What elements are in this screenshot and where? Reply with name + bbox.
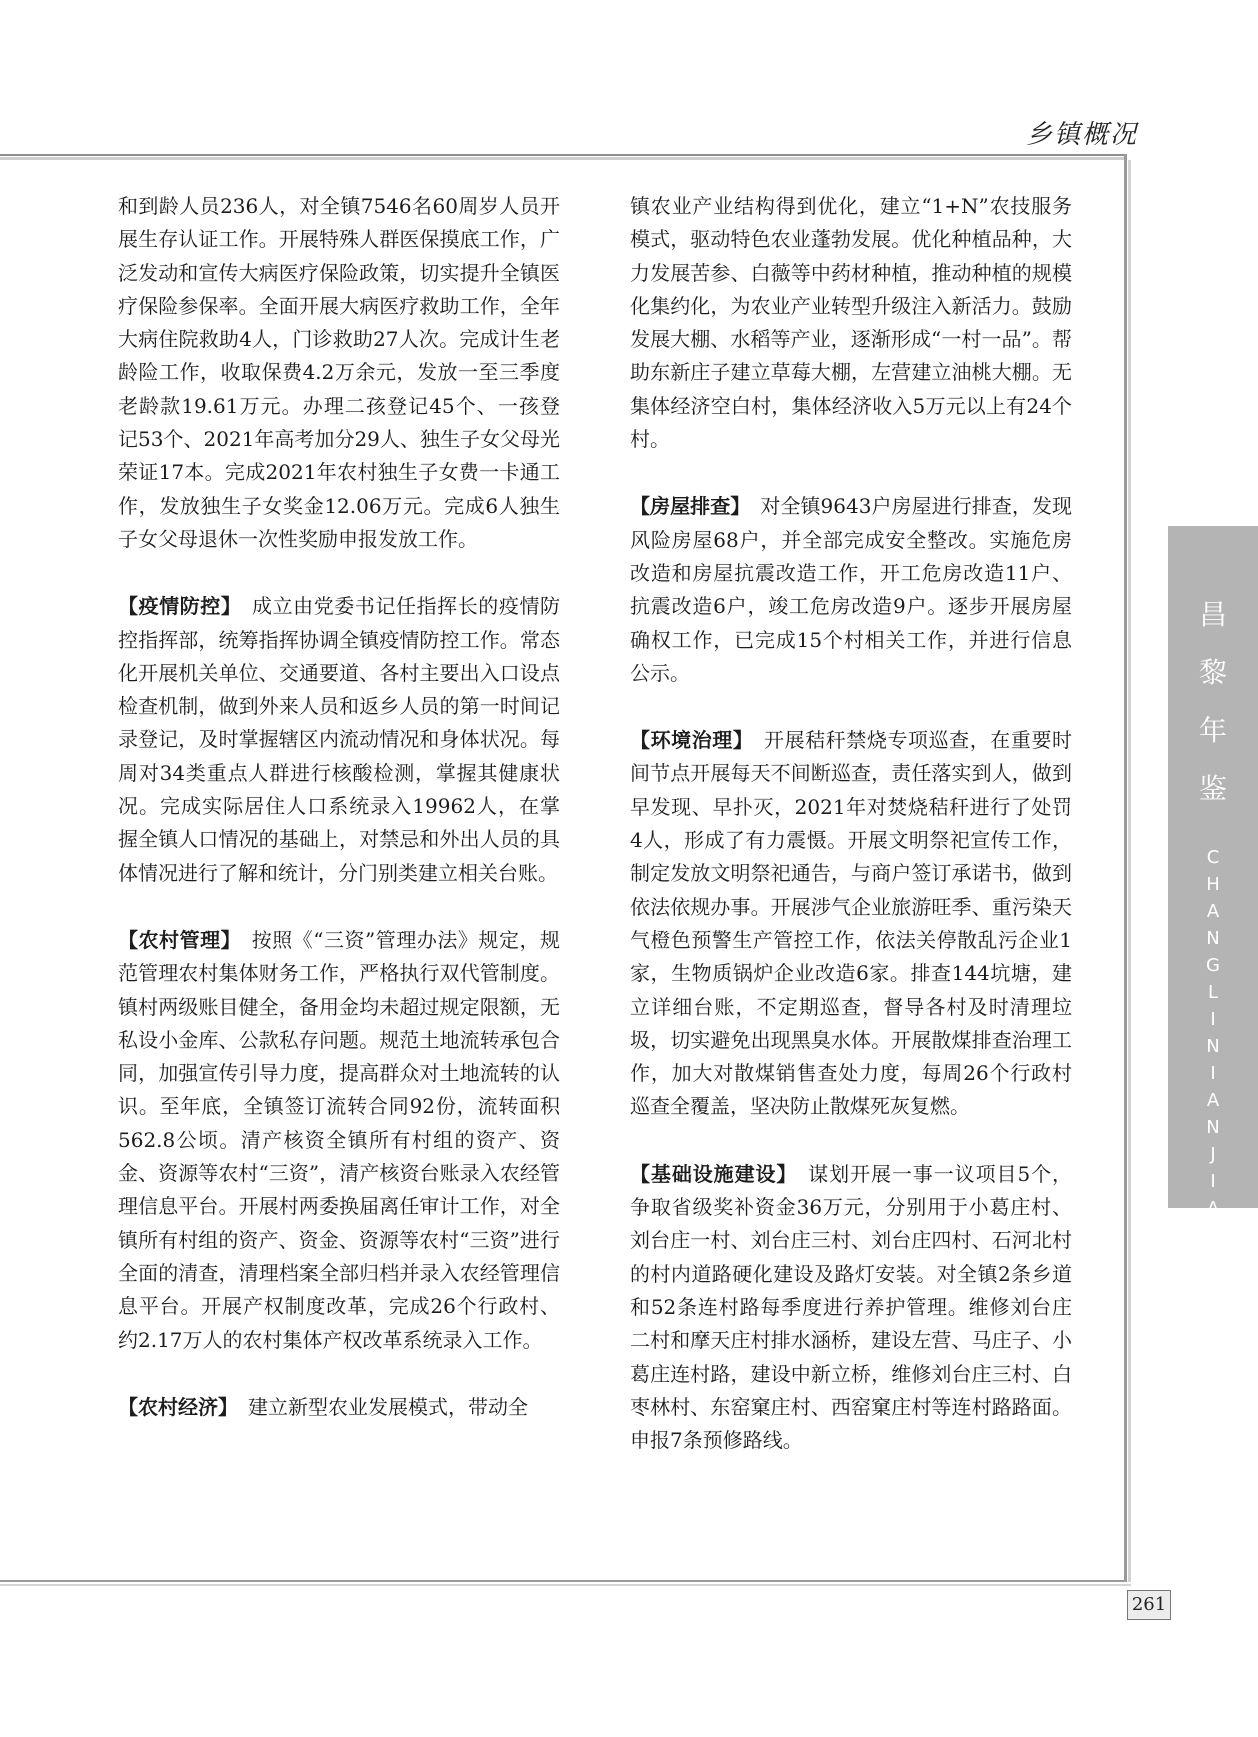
side-latin-letter: I xyxy=(1210,1009,1216,1030)
right-section-housing xyxy=(630,490,1072,690)
side-latin-letter: I xyxy=(1210,1063,1216,1084)
section-body-environment: 开展秸秆禁烧专项巡查，在重要时间节点开展每天不间断巡查，责任落实到人，做到早发现、早扑灭，2021年对焚烧秸秆进行了处罚4人，形成了有力震慑。开展文明祭祀宣传工作，制定发放文明祭祀通告，与商户签订承诺书，做到依法依规办事。开展涉气企业旅游旺季、重污染天气橙色预警生产管控工作，依法关停散乱污企业1家，生物质锅炉企业改造6家。排查144坑塘，建立详细台账，不定期巡查，督导各村及时清理垃圾，切实避免出现黑臭水体。开展散煤排查治理工作，加大对散煤销售查处力度，每周26个行政村巡查全覆盖，坚决防止散煤死灰复燃。 xyxy=(630,728,1073,1119)
side-latin-letter: N xyxy=(1206,928,1220,949)
side-char: 黎 xyxy=(1198,656,1227,689)
side-latin-letter: G xyxy=(1206,955,1220,976)
section-header-title: 乡镇概况 xyxy=(1025,120,1138,150)
section-title-environment: 【环境治理】 xyxy=(630,728,744,753)
side-latin-letter: A xyxy=(1206,1090,1220,1111)
left-column xyxy=(118,190,560,1424)
side-tab-latin-title xyxy=(1168,844,1258,1249)
side-latin-letter: L xyxy=(1207,982,1219,1003)
left-intro-paragraph: 和到龄人员236人，对全镇7546名60周岁人员开展生存认证工作。开展特殊人群医保摸底工作，广泛发动和宣传大病医疗保险政策，切实提升全镇医疗保险参保率。全面开展大病医疗救助工作，全年大病住院救助4人，门诊救助27人次。完成计生老龄险工作，收取保费4.2万余元，发放一至三季度老龄款19.61万元。办理二孩登记45个、一孩登记53个、2021年高考加分29人、独生子女父母光荣证17本。完成2021年农村独生子女费一卡通工作，发放独生子女奖金12.06万元。完成6人独生子女父母退休一次性奖励申报发放工作。 xyxy=(118,194,560,551)
section-title-rural-economy: 【农村经济】 xyxy=(118,1394,228,1419)
right-section-infrastructure xyxy=(630,1158,1072,1458)
page-number: 261 xyxy=(1127,1590,1171,1620)
side-latin-letter: I xyxy=(1210,1171,1216,1192)
right-column xyxy=(630,190,1072,1457)
side-latin-letter: A xyxy=(1206,901,1220,922)
side-latin-letter: N xyxy=(1206,1117,1220,1138)
left-section-rural-management xyxy=(118,924,560,1357)
side-char: 昌 xyxy=(1198,598,1227,631)
side-char: 年 xyxy=(1198,714,1227,747)
side-latin-letter: J xyxy=(1210,1144,1216,1165)
section-title-housing: 【房屋排查】 xyxy=(630,494,741,519)
frame-top-rule xyxy=(0,154,1126,156)
left-section-rural-economy xyxy=(118,1391,560,1424)
side-latin-letter: C xyxy=(1206,847,1220,868)
side-char: 鉴 xyxy=(1198,772,1227,805)
right-intro-paragraph: 镇农业产业结构得到优化，建立“1+N”农技服务模式，驱动特色农业蓬勃发展。优化种植品种，大力发展苦参、白薇等中药材种植，推动种植的规模化集约化，为农业产业转型升级注入新活力。鼓励发展大棚、水稻等产业，逐渐形成“一村一品”。帮助东新庄子建立草莓大棚，左营建立油桃大棚。无集体经济空白村，集体经济收入5万元以上有24个村。 xyxy=(630,194,1072,452)
section-body-rural-management: 按照《“三资”管理办法》规定，规范管理农村集体财务工作，严格执行双代管制度。镇村两级账目健全，备用金均未超过规定限额，无私设小金库、公款私存问题。规范土地流转承包合同，加强宣传引导力度，提高群众对土地流转的认识。至年底，全镇签订流转合同92份，流转面积562.8公顷。清产核资全镇所有村组的资产、资金、资源等农村“三资”，清产核资台账录入农经管理信息平台。开展村两委换届离任审计工作，对全镇所有村组的资产、资金、资源等农村“三资”进行全面的清查，清理档案全部归档并录入农经管理信息平台。开展产权制度改革，完成26个行政村、约2.17万人的农村集体产权改革系统录入工作。 xyxy=(118,927,561,1352)
section-body-infrastructure: 谋划开展一事一议项目5个，争取省级奖补资金36万元，分别用于小葛庄村、刘台庄一村、刘台庄三村、刘台庄四村、石河北村的村内道路硬化建设及路灯安装。对全镇2条乡道和52条连村路每季度进行养护管理。维修刘台庄二村和摩天庄村排水涵桥，建设左营、马庄子、小葛庄连村路，建设中新立桥，维修刘台庄三村、白枣林村、东窑窠庄村、西窑窠庄村等连村路路面。申报7条预修路线。 xyxy=(630,1161,1072,1453)
section-body-rural-economy: 建立新型农业发展模式，带动全 xyxy=(248,1394,528,1419)
frame-right-rule xyxy=(1124,154,1127,1582)
section-title-infrastructure: 【基础设施建设】 xyxy=(630,1161,788,1186)
frame-bottom-rule xyxy=(0,1580,1127,1582)
side-latin-letter: N xyxy=(1206,1036,1220,1057)
side-latin-letter: N xyxy=(1206,1225,1220,1246)
left-section-epidemic xyxy=(118,590,560,890)
side-latin-letter: H xyxy=(1206,874,1220,895)
frame-right-shadow xyxy=(1128,160,1131,1582)
section-body-epidemic: 成立由党委书记任指挥长的疫情防控指挥部，统筹指挥协调全镇疫情防控工作。常态化开展机关单位、交通要道、各村主要出入口设点检查机制，做到外来人员和返乡人员的第一时间记录登记，及时掌握辖区内流动情况和身体状况。每周对34类重点人群进行核酸检测，掌握其健康状况。完成实际居住人口系统录入19962人，在掌握全镇人口情况的基础上，对禁忌和外出人员的具体情况进行了解和统计，分门别类建立相关台账。 xyxy=(118,594,561,885)
section-title-epidemic: 【疫情防控】 xyxy=(118,594,232,619)
right-section-environment xyxy=(630,724,1072,1124)
frame-top-shadow xyxy=(0,157,1126,160)
side-tab-chinese-title xyxy=(1168,586,1258,818)
section-body-housing: 对全镇9643户房屋进行排查，发现风险房屋68户，并全部完成安全整改。实施危房改造和房屋抗震改造工作，开工危房改造11户、抗震改造6户，竣工危房改造9户。逐步开展房屋确权工作，已完成15个村相关工作，并进行信息公示。 xyxy=(630,494,1072,685)
yearbook-side-tab xyxy=(1168,526,1258,1246)
section-title-rural-management: 【农村管理】 xyxy=(118,927,232,952)
side-latin-letter: A xyxy=(1206,1198,1220,1219)
frame-bottom-shadow xyxy=(0,1584,1131,1586)
